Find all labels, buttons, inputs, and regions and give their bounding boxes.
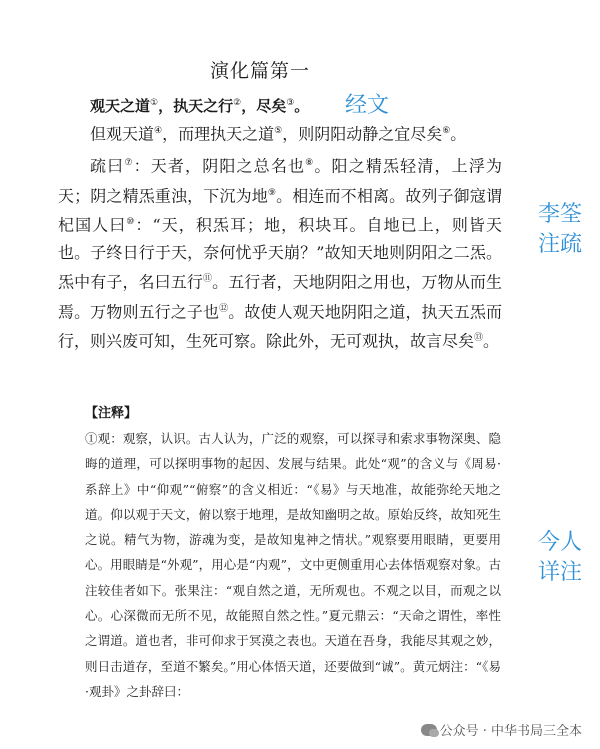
commentary-text-7: 。故使人观天地阴阳之道，执天五炁而行，则兴废可知，生死可察。除此外，无可观执，故言尽矣	[58, 302, 502, 351]
wechat-icon	[421, 724, 437, 736]
footnote-ref-12[interactable]: ⑫	[219, 303, 229, 314]
heading-text-2: ，执天之行	[158, 97, 234, 115]
notes-heading: 【注释】	[85, 406, 138, 421]
commentary-paragraph	[58, 150, 502, 355]
note-text: 观：观察，认识。古人认为，广泛的观察，可以探寻和索求事物深奥、隐晦的道理，可以探明事物的起因、发展与结果。此处“观”的含义与《周易·系辞上》中“仰观”“俯察”的含义相近：“《易》与天地准，故能弥纶天地之道。仰以观于天文，俯以察于地理，是故知幽明之故。原始反终，故知死生之说。精气为物，游魂为变，是故知鬼神之情状。”观察要用眼睛，更要用心。用眼睛是“外观”，用心是“内观”，文中更侧重用心去体悟观察对象。古注较佳者如下。张果注：“观自然之道，无所观也。不观之以目，而观之以心。心深微而无所不见，故能照自然之性。”夏元鼎云：“天命之谓性，率性之谓道。道也者，非可仰求于冥漠之表也。天道在吾身，我能尽其观之妙，则日击道存，至道不繁矣。”用心体悟天道，还要做到“诚”。黄元炳注：“《易·观卦》之卦辞曰：	[85, 431, 501, 699]
label-commentary	[520, 200, 600, 260]
footnote-ref-11[interactable]: ⑪	[203, 274, 213, 285]
commentary-text-5: ：“天，积炁耳；地，积块耳。自地已上，则皆天也。子终日行于天，奈何忧乎天崩？”故知天地则阴阳之二炁。炁中有子，名曰五行	[58, 215, 502, 292]
label-commentary-line1: 李筌	[537, 202, 582, 227]
heading-text-3: ，尽矣	[241, 97, 287, 115]
commentary-text-6: 。五行者，天地阴阳之用也，万物从而生焉。万物则五行之子也	[58, 272, 502, 322]
commentary-text-8: 。	[483, 331, 500, 351]
note-item-1	[85, 426, 501, 704]
para1-text-4: 。	[450, 124, 467, 144]
label-scripture: 经文	[345, 93, 390, 118]
heading-text-1: 观天之道	[90, 97, 151, 115]
footer-watermark	[417, 719, 586, 740]
commentary-text-1: 疏曰	[90, 156, 125, 176]
footnote-ref-3[interactable]: ③	[286, 98, 295, 108]
watermark-text: 公众号 · 中华书局三全本	[439, 724, 582, 739]
footnote-ref-1[interactable]: ①	[150, 98, 159, 108]
footnote-ref-13[interactable]: ⑬	[474, 333, 484, 344]
footnote-ref-7[interactable]: ⑦	[124, 158, 134, 168]
footnote-ref-10[interactable]: ⑩	[126, 217, 136, 228]
footnote-ref-2[interactable]: ②	[233, 98, 242, 108]
label-modern-line2: 详注	[537, 560, 582, 585]
commentary-text-4: 。相连而不相离。故列子御寇谓杞国人曰	[58, 185, 502, 235]
page-title: 演化篇第一	[209, 60, 310, 82]
label-modern-notes	[520, 528, 600, 588]
footnote-ref-5[interactable]: ⑤	[274, 126, 283, 136]
para1-text-1: 但观天道	[90, 124, 155, 144]
note-number: ①	[85, 431, 98, 446]
footnote-ref-8[interactable]: ⑧	[305, 158, 315, 168]
label-modern-line1: 今人	[537, 530, 582, 555]
heading-text-4: 。	[294, 97, 310, 115]
commentary-text-3: 。阳之精炁轻清，上浮为天；阴之精炁重浊，下沉为地	[58, 156, 502, 205]
footnote-ref-6[interactable]: ⑥	[442, 126, 451, 136]
label-commentary-line2: 注疏	[537, 232, 582, 257]
commentary-text-2: ：天者，阴阳之总名也	[133, 156, 306, 176]
footnote-ref-9[interactable]: ⑨	[267, 187, 277, 198]
para1-text-3: ，则阴阳动静之宜尽矣	[282, 124, 443, 144]
footnote-ref-4[interactable]: ④	[154, 126, 163, 136]
scripture-heading	[90, 95, 309, 116]
para1-text-2: ，而理执天之道	[162, 124, 275, 144]
scripture-paragraph	[58, 118, 502, 148]
